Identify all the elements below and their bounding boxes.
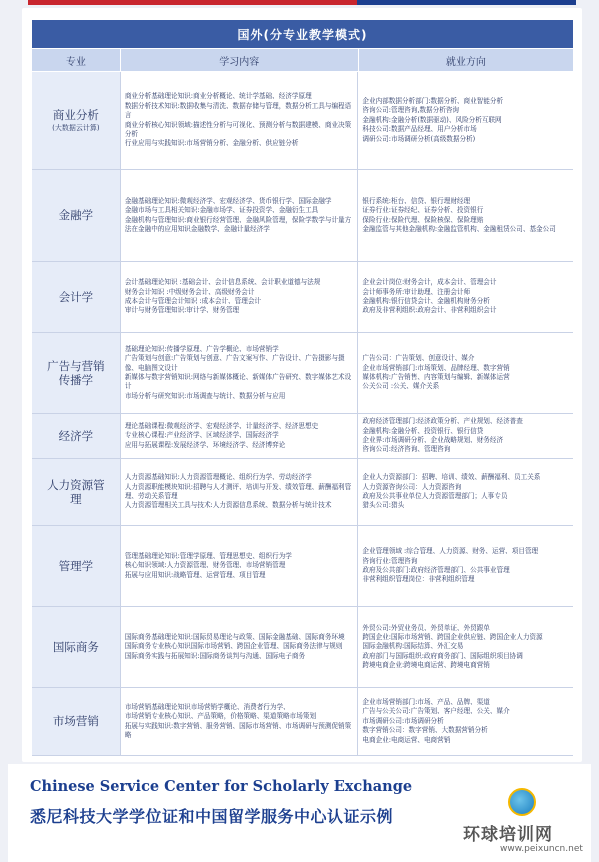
study-line: 会计基础理论知识 :基础会计、会计信息系统、会计职业道德与法规 bbox=[124, 278, 321, 287]
career-line: 金融机构:金融分析(数据驱动)、风险分析互联网 bbox=[362, 115, 502, 124]
study-line: 金融基础理论知识:微观经济学、宏观经济学、货币银行学、国际金融学 bbox=[124, 196, 332, 205]
study-content-cell bbox=[121, 262, 359, 332]
career-line: 政府经济管理部门:经济政策分析、产业规划、经济普查 bbox=[362, 417, 523, 426]
watermark-url: www.peixuncn.net bbox=[500, 844, 583, 854]
study-line: 国际商务实践与拓展知识:国际商务谈判与沟通、国际电子商务 bbox=[124, 651, 306, 660]
table-body bbox=[32, 72, 573, 756]
major-cell bbox=[32, 459, 121, 525]
study-line: 金融机构与管理知识:商业银行经营管理、金融风险管理，保险学数学与计量方法在金融中的应用知识金融数学、金融计量经济学 bbox=[124, 215, 352, 233]
watermark-text: 环球培训网 bbox=[463, 825, 553, 845]
major-cell bbox=[32, 526, 121, 606]
career-line: 政府及非营利组织:政府会计、非营利组织会计 bbox=[362, 306, 497, 315]
table-row bbox=[32, 170, 573, 262]
career-direction-cell bbox=[358, 607, 573, 687]
career-line: 电商企业:电商运营、电商营销 bbox=[362, 735, 451, 744]
study-content-cell bbox=[121, 333, 359, 413]
document-page bbox=[22, 8, 582, 762]
career-line: 广告与公关公司:广告策划、客户经理、公关、媒介 bbox=[362, 707, 510, 716]
study-line: 市场分析与研究知识:市场调查与统计、数据分析与应用 bbox=[124, 391, 286, 400]
career-line: 银行系统:柜台、信贷、银行理财经理 bbox=[362, 196, 471, 205]
major-cell bbox=[32, 607, 121, 687]
study-content-cell bbox=[121, 72, 359, 169]
career-direction-cell bbox=[358, 72, 573, 169]
footer-title-cn: 悉尼科技大学学位证和中国留学服务中心认证示例 bbox=[30, 807, 394, 826]
career-line: 证券行业:证券经纪、证券分析、投资银行 bbox=[362, 206, 484, 215]
major-name: 商业分析 bbox=[52, 108, 99, 123]
career-line: 调研公司:市场调研分析(高级数据分析) bbox=[362, 134, 476, 143]
career-line: 跨国企业:国际市场营销、跨国企业供应链、跨国企业人力资源 bbox=[362, 632, 543, 641]
career-line: 金融机构:银行信贷会计、金融机构财务分析 bbox=[362, 297, 490, 305]
career-line: 人力资源咨询公司：人力资源咨询 bbox=[362, 482, 462, 491]
major-name: 金融学 bbox=[58, 208, 94, 223]
career-direction-cell bbox=[358, 459, 573, 525]
study-line: 核心知识领域:人力资源管理、财务管理、市场营销管理 bbox=[124, 561, 286, 570]
major-name: 管理学 bbox=[58, 558, 94, 573]
career-line: 媒体机构:广告销售、内容策划与编辑、新媒体运营 bbox=[362, 373, 510, 381]
career-line: 企业市场营销部门:市场、产品、品牌、渠道 bbox=[362, 698, 490, 707]
career-line: 公关公司 :公关、媒介关系 bbox=[362, 382, 440, 391]
study-line: 拓展与实践知识:数字营销、服务营销、国际市场营销、市场调研与预测促销策略 bbox=[124, 721, 352, 739]
table-title: 国外(分专业教学模式) bbox=[32, 20, 573, 48]
footer-title-en: Chinese Service Center for Scholarly Exchange bbox=[30, 778, 413, 795]
study-line: 国际商务专业核心知识国际市场营销、跨国企业管理、国际商务法律与规则 bbox=[124, 642, 343, 651]
study-line: 财务会计知识 :中级财务会计、高级财务会计 bbox=[124, 287, 255, 296]
study-line: 管理基础理论知识:管理学原理、管理思想史、组织行为学 bbox=[124, 551, 292, 560]
study-line: 新媒体与数字营销知识:网络与新媒体概论、新媒体广告研究、数字媒体艺术设计 bbox=[124, 373, 352, 391]
top-accent-bar bbox=[28, 0, 576, 5]
career-line: 非营利组织管理岗位：非营利组织管理 bbox=[362, 575, 475, 584]
header-career: 就业方向 bbox=[445, 56, 486, 68]
study-line: 金融市场与工具相关知识:金融市场学、证券投资学、金融衍生工具 bbox=[124, 206, 319, 215]
study-line: 基础理论知识:传播学原理、广告学概论、市场营销学 bbox=[124, 344, 279, 353]
career-direction-cell bbox=[358, 333, 573, 413]
career-line: 政府及公共事业单位人力资源管理部门；人事专员 bbox=[362, 492, 508, 500]
study-line: 专业核心课程:产业经济学、区域经济学、国际经济学 bbox=[124, 431, 279, 440]
major-name: 广告与营销传播学 bbox=[47, 358, 105, 387]
study-line: 人力资源职能模块知识:招聘与人才测评、培训与开发、绩效管理、薪酬福利管理、劳动关系管理 bbox=[124, 482, 352, 500]
major-name: 市场营销 bbox=[52, 714, 99, 729]
major-name: 国际商务 bbox=[52, 639, 99, 654]
study-line: 广告策划与创意:广告策划与创意、广告文案写作、广告设计、广告摄影与摄像、电脑图文设计 bbox=[124, 354, 345, 372]
table-row bbox=[32, 262, 573, 333]
career-line: 企业界:市场调研分析、企业战略规划、财务经济 bbox=[362, 436, 504, 444]
table-row bbox=[32, 526, 573, 607]
table-row bbox=[32, 333, 573, 414]
study-line: 理论基础课程:微观经济学、宏观经济学、计量经济学、经济思想史 bbox=[124, 421, 319, 430]
career-line: 国际金融机构:国际结算、外汇交易 bbox=[362, 642, 464, 651]
career-line: 数字营销公司：数字营销、大数据营销分析 bbox=[362, 726, 488, 735]
career-line: 外贸公司:外贸业务员、外贸单证、外贸跟单 bbox=[362, 623, 490, 632]
career-line: 金融监管与其他金融机构:金融监管机构、金融租赁公司、基金公司 bbox=[362, 224, 556, 233]
study-line: 人力资源管理相关工具与技术:人力资源信息系统、数据分析与统计技术 bbox=[124, 501, 332, 510]
table-row bbox=[32, 72, 573, 170]
footer-banner bbox=[8, 764, 591, 862]
career-line: 企业内部数据分析部门:数据分析、商业智能分析 bbox=[362, 97, 504, 106]
study-line: 拓展与应用知识:战略管理、运营管理、项目管理 bbox=[124, 570, 266, 579]
career-line: 咨询行业:管理咨询 bbox=[362, 556, 418, 565]
study-content-cell bbox=[121, 414, 359, 458]
cscse-logo-icon bbox=[508, 788, 536, 816]
career-line: 咨询公司:管理咨询,数据分析咨询 bbox=[362, 106, 460, 115]
major-name: 人力资源管理 bbox=[47, 477, 105, 506]
major-cell bbox=[32, 262, 121, 332]
table-row bbox=[32, 459, 573, 526]
study-line: 行业应用与实践知识:市场营销分析、金融分析、供应链分析 bbox=[124, 139, 299, 148]
table-row bbox=[32, 688, 573, 756]
study-content-cell bbox=[121, 688, 359, 755]
career-line: 政府部门与国际组织:政府商务部门、国际组织项目协调 bbox=[362, 651, 523, 660]
career-line: 市场调研公司:市场调研分析 bbox=[362, 716, 444, 725]
study-line: 人力资源基础知识:人力资源管理概论、组织行为学、劳动经济学 bbox=[124, 473, 312, 482]
career-direction-cell bbox=[358, 526, 573, 606]
study-content-cell bbox=[121, 526, 359, 606]
major-subtitle: (大数据云计算) bbox=[52, 123, 100, 132]
career-line: 政府及公共部门:政府经济管理部门、公共事业管理 bbox=[362, 566, 510, 574]
career-line: 广告公司：广告策划、创意设计、媒介 bbox=[362, 354, 475, 363]
table-row bbox=[32, 607, 573, 688]
career-line: 咨询公司:经济咨询、管理咨询 bbox=[362, 445, 451, 454]
career-line: 会计师事务所:审计助理、注册会计师 bbox=[362, 287, 471, 296]
career-direction-cell bbox=[358, 688, 573, 755]
career-direction-cell bbox=[358, 414, 573, 458]
study-content-cell bbox=[121, 170, 359, 261]
study-line: 应用与拓展课程:发展经济学、环境经济学、经济博弈论 bbox=[124, 440, 286, 449]
study-line: 审计与财务管理知识:审计学、财务管理 bbox=[124, 306, 240, 315]
major-name: 会计学 bbox=[58, 289, 94, 304]
study-line: 商业分析核心知识领域:描述性分析与可视化、预测分析与数据建模、商业决策分析 bbox=[124, 120, 352, 138]
major-cell bbox=[32, 333, 121, 413]
study-content-cell bbox=[121, 459, 359, 525]
career-line: 猎头公司:猎头 bbox=[362, 501, 405, 510]
major-name: 经济学 bbox=[58, 428, 94, 443]
major-cell bbox=[32, 170, 121, 261]
major-cell bbox=[32, 414, 121, 458]
career-line: 科技公司:数据产品经理、用户分析市场 bbox=[362, 125, 477, 134]
study-line: 商业分析基础理论知识:商业分析概论、统计学基础、经济学原理 bbox=[124, 92, 312, 101]
major-cell bbox=[32, 72, 121, 169]
major-cell bbox=[32, 688, 121, 755]
study-line: 成本会计与管理会计知识 :成本会计、管理会计 bbox=[124, 297, 262, 305]
career-line: 企业人力资源部门：招聘、培训、绩效、薪酬福利、员工关系 bbox=[362, 473, 541, 482]
study-content-cell bbox=[121, 607, 359, 687]
career-line: 保险行业:保险代理、保险核保、保险理赔 bbox=[362, 215, 484, 224]
career-direction-cell bbox=[358, 170, 573, 261]
career-direction-cell bbox=[358, 262, 573, 332]
career-line: 企业管理领域 :综合管理、人力资源、财务、运营、项目管理 bbox=[362, 547, 539, 556]
career-line: 跨境电商企业:跨境电商运营、跨境电商营销 bbox=[362, 661, 490, 670]
study-line: 市场营销专业核心知识、产品策略，价格策略、渠道策略市场策划 bbox=[124, 712, 317, 721]
header-study: 学习内容 bbox=[121, 49, 359, 71]
header-major: 专业 bbox=[32, 49, 121, 71]
study-line: 数据分析技术知识:数据收集与清洗、数据存储与管理，数据分析工具与编程语言 bbox=[124, 101, 352, 120]
career-line: 金融机构:金融分析、投资银行、银行信贷 bbox=[362, 426, 484, 435]
study-line: 市场营销基础理论知识市场营销学概论、消费者行为学、 bbox=[124, 702, 290, 711]
table-header bbox=[32, 49, 573, 71]
table-row bbox=[32, 414, 573, 459]
career-line: 企业会计岗位:财务会计，成本会计、管理会计 bbox=[362, 278, 497, 287]
career-line: 企业市场营销部门:市场策划、品牌经理、数字营销 bbox=[362, 363, 510, 372]
study-line: 国际商务基础理论知识:国际贸易理论与政策、国际金融基础、国际商务环境 bbox=[124, 632, 345, 641]
